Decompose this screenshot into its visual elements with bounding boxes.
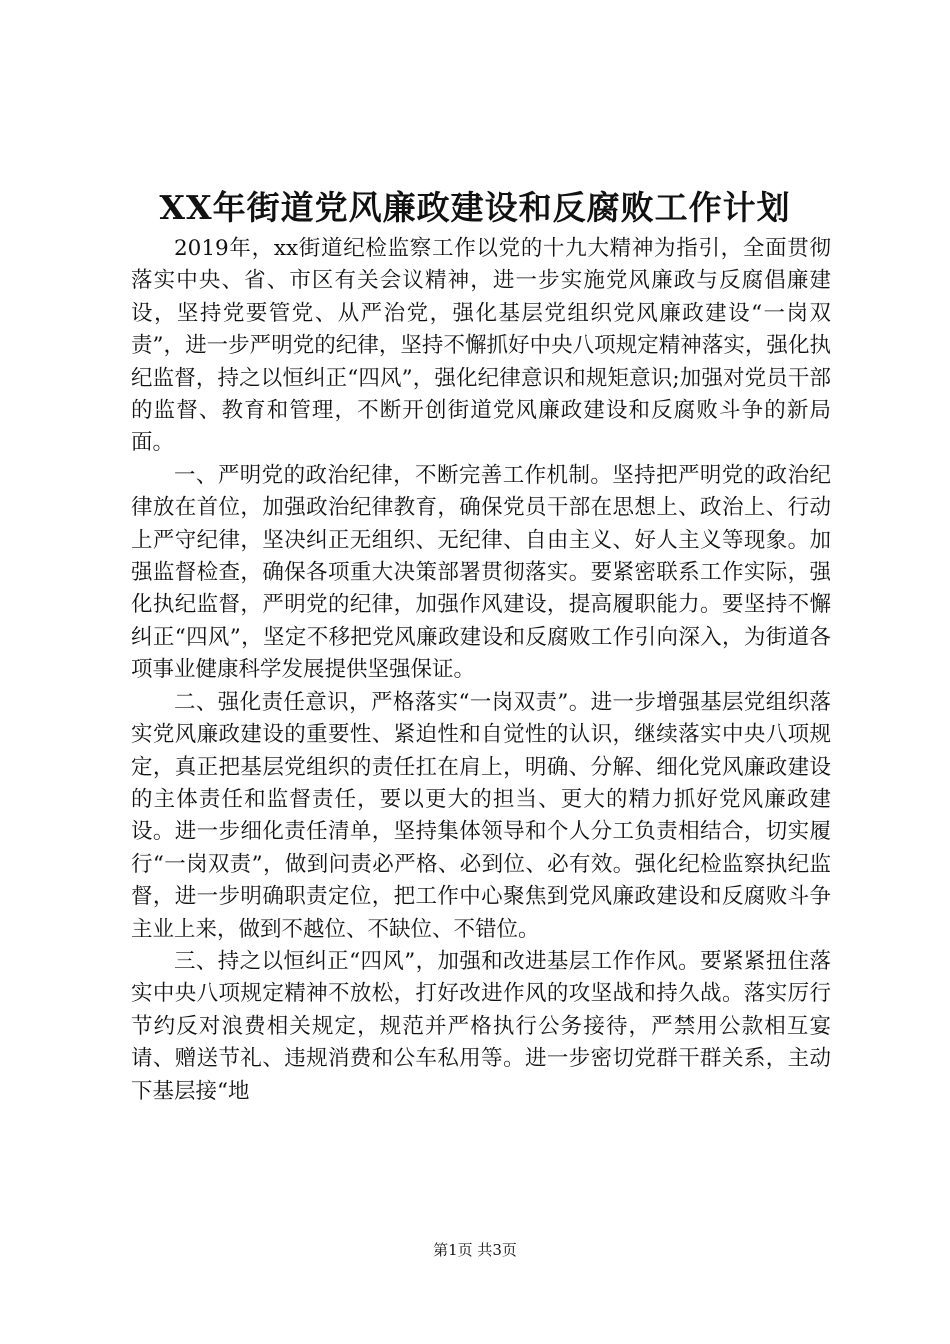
section-three-paragraph: 三、持之以恒纠正“四风”，加强和改进基层工作作风。要紧紧扭住落实中央八项规定精神不放松，打好改进作风的攻坚战和持久战。落实厉行节约反对浪费相关规定，规范并严格执行公务接待，严禁用公款相互宴请、赠送节礼、违规消费和公车私用等。进一步密切党群干群关系，主动下基层接“地 — [131, 948, 831, 1104]
section-two-paragraph: 二、强化责任意识，严格落实“一岗双责”。进一步增强基层党组织落实党风廉政建设的重要性、紧迫性和自觉性的认识，继续落实中央八项规定，真正把基层党组织的责任扛在肩上，明确、分解、细化党风廉政建设的主体责任和监督责任，要以更大的担当、更大的精力抓好党风廉政建设。进一步细化责任清单，坚持集体领导和个人分工负责相结合，切实履行“一岗双责”，做到问责必严格、必到位、必有效。强化纪检监察执纪监督，进一步明确职责定位，把工作中心聚焦到党风廉政建设和反腐败斗争主业上来，做到不越位、不缺位、不错位。 — [131, 689, 831, 942]
section-one-paragraph: 一、严明党的政治纪律，不断完善工作机制。坚持把严明党的政治纪律放在首位，加强政治纪律教育，确保党员干部在思想上、政治上、行动上严守纪律，坚决纠正无组织、无纪律、自由主义、好人主义等现象。加强监督检查，确保各项重大决策部署贯彻落实。要紧密联系工作实际，强化执纪监督，严明党的纪律，加强作风建设，提高履职能力。要坚持不懈纠正“四风”，坚定不移把党风廉政建设和反腐败工作引向深入，为街道各项事业健康科学发展提供坚强保证。 — [131, 462, 831, 683]
intro-paragraph: 2019年，xx街道纪检监察工作以党的十九大精神为指引，全面贯彻落实中央、省、市区有关会议精神，进一步实施党风廉政与反腐倡廉建设，坚持党要管党、从严治党，强化基层党组织党风廉政建设“一岗双责”，进一步严明党的纪律，坚持不懈抓好中央八项规定精神落实，强化执纪监督，持之以恒纠正“四风”，强化纪律意识和规矩意识;加强对党员干部的监督、教育和管理，不断开创街道党风廉政建设和反腐败斗争的新局面。 — [131, 236, 831, 456]
page-number-footer: 第1页 共3页 — [433, 1241, 517, 1259]
document-body — [131, 233, 831, 1108]
document-title: XX年街道党风廉政建设和反腐败工作计划 — [159, 188, 791, 227]
